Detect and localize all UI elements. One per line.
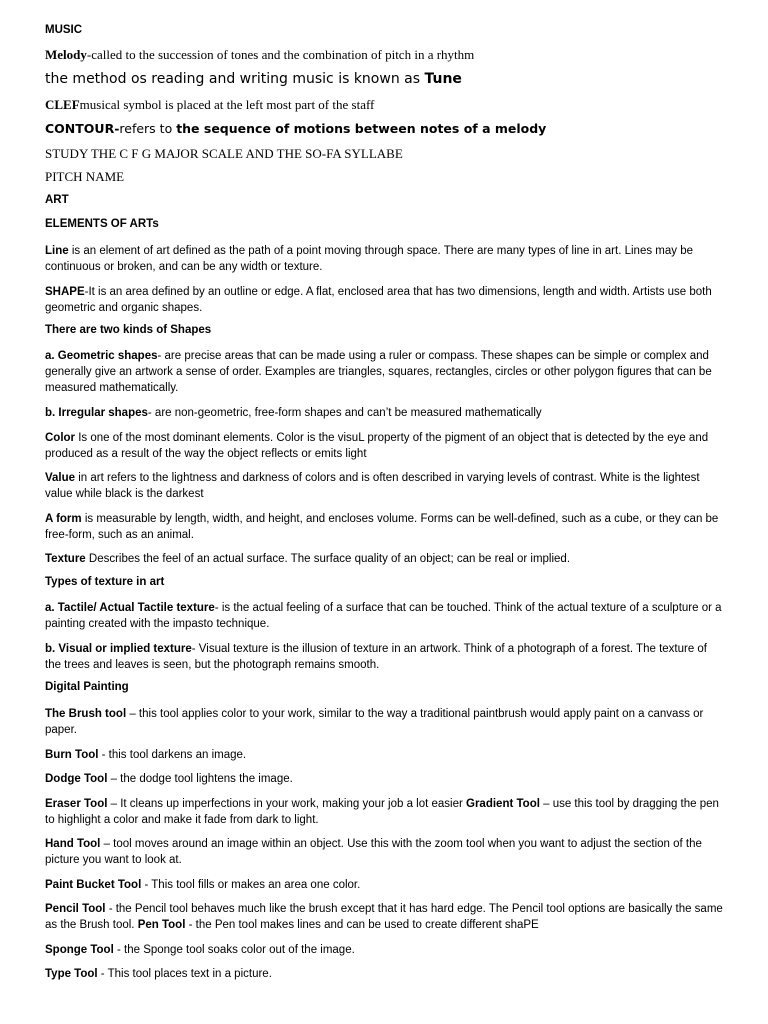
clef-definition: [45, 97, 374, 113]
texture-paragraph: [45, 551, 570, 567]
contour-text: the sequence of motions between notes of a melody: [176, 121, 547, 136]
shape-text: -It is an area defined by an outline or edge. A flat, enclosed area that has two dimensions, length and width. Artists use both geometric and organic shapes.: [45, 286, 712, 314]
eraser-text: – It cleans up imperfections in your work, making your job a lot easier: [110, 798, 467, 810]
hand-paragraph: [45, 836, 725, 868]
hand-text: – tool moves around an image within an object. Use this with the zoom tool when you want to adjust the section of the picture you want to look at.: [45, 838, 702, 866]
pen-text: - the Pen tool makes lines and can be used to create different shaPE: [188, 919, 539, 931]
burn-text: - this tool darkens an image.: [101, 749, 247, 761]
tune-term: Tune: [424, 71, 462, 87]
type-tool-text: - This tool places text in a picture.: [100, 968, 272, 980]
type-tool-lead: Type Tool: [45, 968, 101, 980]
burn-lead: Burn Tool: [45, 749, 102, 761]
burn-paragraph: [45, 747, 246, 763]
value-lead: Value: [45, 472, 79, 484]
color-text: Is one of the most dominant elements. Color is the visuL property of the pigment of an object that is detected by the eye and produced as a result of the way the object reflects or emits light: [45, 432, 709, 460]
type-tool-paragraph: [45, 966, 272, 982]
types-texture-heading: Types of texture in art: [45, 576, 165, 588]
brush-lead: The Brush tool: [45, 708, 130, 720]
melody-definition: [45, 47, 474, 63]
texture-lead: Texture: [45, 553, 89, 565]
pen-lead: Pen Tool: [137, 919, 189, 931]
irregular-lead: b. Irregular shapes: [45, 407, 148, 419]
color-paragraph: [45, 430, 725, 462]
art-heading: ART: [45, 194, 69, 206]
melody-text: -called to the succession of tones and the combination of pitch in a rhythm: [86, 47, 475, 62]
clef-term: CLEF: [45, 97, 80, 112]
form-paragraph: [45, 511, 725, 543]
paint-bucket-text: - This tool fills or makes an area one color.: [144, 879, 361, 891]
paint-bucket-paragraph: [45, 877, 360, 893]
two-kinds-heading: There are two kinds of Shapes: [45, 324, 212, 336]
form-lead: A form: [45, 513, 85, 525]
shape-paragraph: [45, 284, 725, 316]
study-instruction: STUDY THE C F G MAJOR SCALE AND THE SO-FA SYLLABE: [45, 146, 403, 161]
eraser-paragraph: [45, 796, 725, 828]
visual-paragraph: [45, 641, 725, 673]
value-text: in art refers to the lightness and darkness of colors and is often described in varying levels of contrast. White is the lightest value while black is the darkest: [45, 472, 700, 500]
clef-text: musical symbol is placed at the left most part of the staff: [79, 97, 375, 112]
visual-lead: b. Visual or implied texture: [45, 643, 192, 655]
tune-text: the method os reading and writing music is known as: [45, 71, 425, 87]
geometric-text: - are precise areas that can be made using a ruler or compass. These shapes can be simple or complex and generally give an artwork a sense of order. Examples are triangles, squares, rectangles, circles or other polygon figures that can be measured mathematically.: [45, 350, 712, 394]
elements-heading: ELEMENTS OF ARTs: [45, 218, 159, 230]
brush-paragraph: [45, 706, 725, 738]
gradient-text: – use this tool by dragging the pen to highlight a color and make it fade from dark to light.: [45, 798, 719, 826]
tactile-text: - is the actual feeling of a surface that can be touched. Think of the actual texture of a sculpture or a painting created with the impasto technique.: [45, 602, 722, 630]
visual-text: - Visual texture is the illusion of texture in an artwork. Think of a photograph of a forest. The texture of the trees and leaves is seen, but the photograph remains smooth.: [45, 643, 708, 671]
contour-term: CONTOUR-: [45, 121, 120, 136]
tactile-lead: a. Tactile/ Actual Tactile texture: [45, 602, 215, 614]
texture-text: Describes the feel of an actual surface. The surface quality of an object; can be real or implied.: [88, 553, 571, 565]
value-paragraph: [45, 470, 725, 502]
pitch-name: PITCH NAME: [45, 169, 125, 184]
pencil-lead: Pencil Tool: [45, 903, 109, 915]
eraser-lead: Eraser Tool: [45, 798, 111, 810]
hand-lead: Hand Tool: [45, 838, 104, 850]
contour-mid: refers to: [119, 121, 177, 136]
dodge-lead: Dodge Tool: [45, 773, 111, 785]
dodge-paragraph: [45, 771, 293, 787]
melody-term: Melody: [45, 47, 87, 62]
irregular-text: - are non-geometric, free-form shapes and can’t be measured mathematically: [147, 407, 542, 419]
shape-lead: SHAPE: [45, 286, 85, 298]
line-text: is an element of art defined as the path of a point moving through space. There are many types of line in art. Lines may be continuous or broken, and can be any width or texture.: [45, 245, 693, 273]
sponge-text: - the Sponge tool soaks color out of the image.: [116, 944, 355, 956]
irregular-paragraph: [45, 405, 542, 421]
sponge-lead: Sponge Tool: [45, 944, 117, 956]
form-text: is measurable by length, width, and height, and encloses volume. Forms can be well-defined, such as a cube, or they can be free-form, such as an animal.: [45, 513, 719, 541]
music-heading: MUSIC: [45, 24, 83, 36]
dodge-text: – the dodge tool lightens the image.: [110, 773, 293, 785]
geometric-paragraph: [45, 348, 725, 396]
digital-painting-heading: Digital Painting: [45, 681, 129, 693]
contour-definition: [45, 121, 546, 136]
sponge-paragraph: [45, 942, 355, 958]
pencil-paragraph: [45, 901, 725, 933]
gradient-lead: Gradient Tool: [466, 798, 544, 810]
pencil-text: - the Pencil tool behaves much like the brush except that it has hard edge. The Pencil tool options are basically the same as the Brush tool.: [45, 903, 723, 931]
tactile-paragraph: [45, 600, 725, 632]
tune-definition: [45, 71, 462, 87]
brush-text: – this tool applies color to your work, similar to the way a traditional paintbrush would apply paint on a canvass or paper.: [45, 708, 704, 736]
color-lead: Color: [45, 432, 79, 444]
line-paragraph: [45, 243, 725, 275]
paint-bucket-lead: Paint Bucket Tool: [45, 879, 145, 891]
geometric-lead: a. Geometric shapes: [45, 350, 158, 362]
line-lead: Line: [45, 245, 72, 257]
